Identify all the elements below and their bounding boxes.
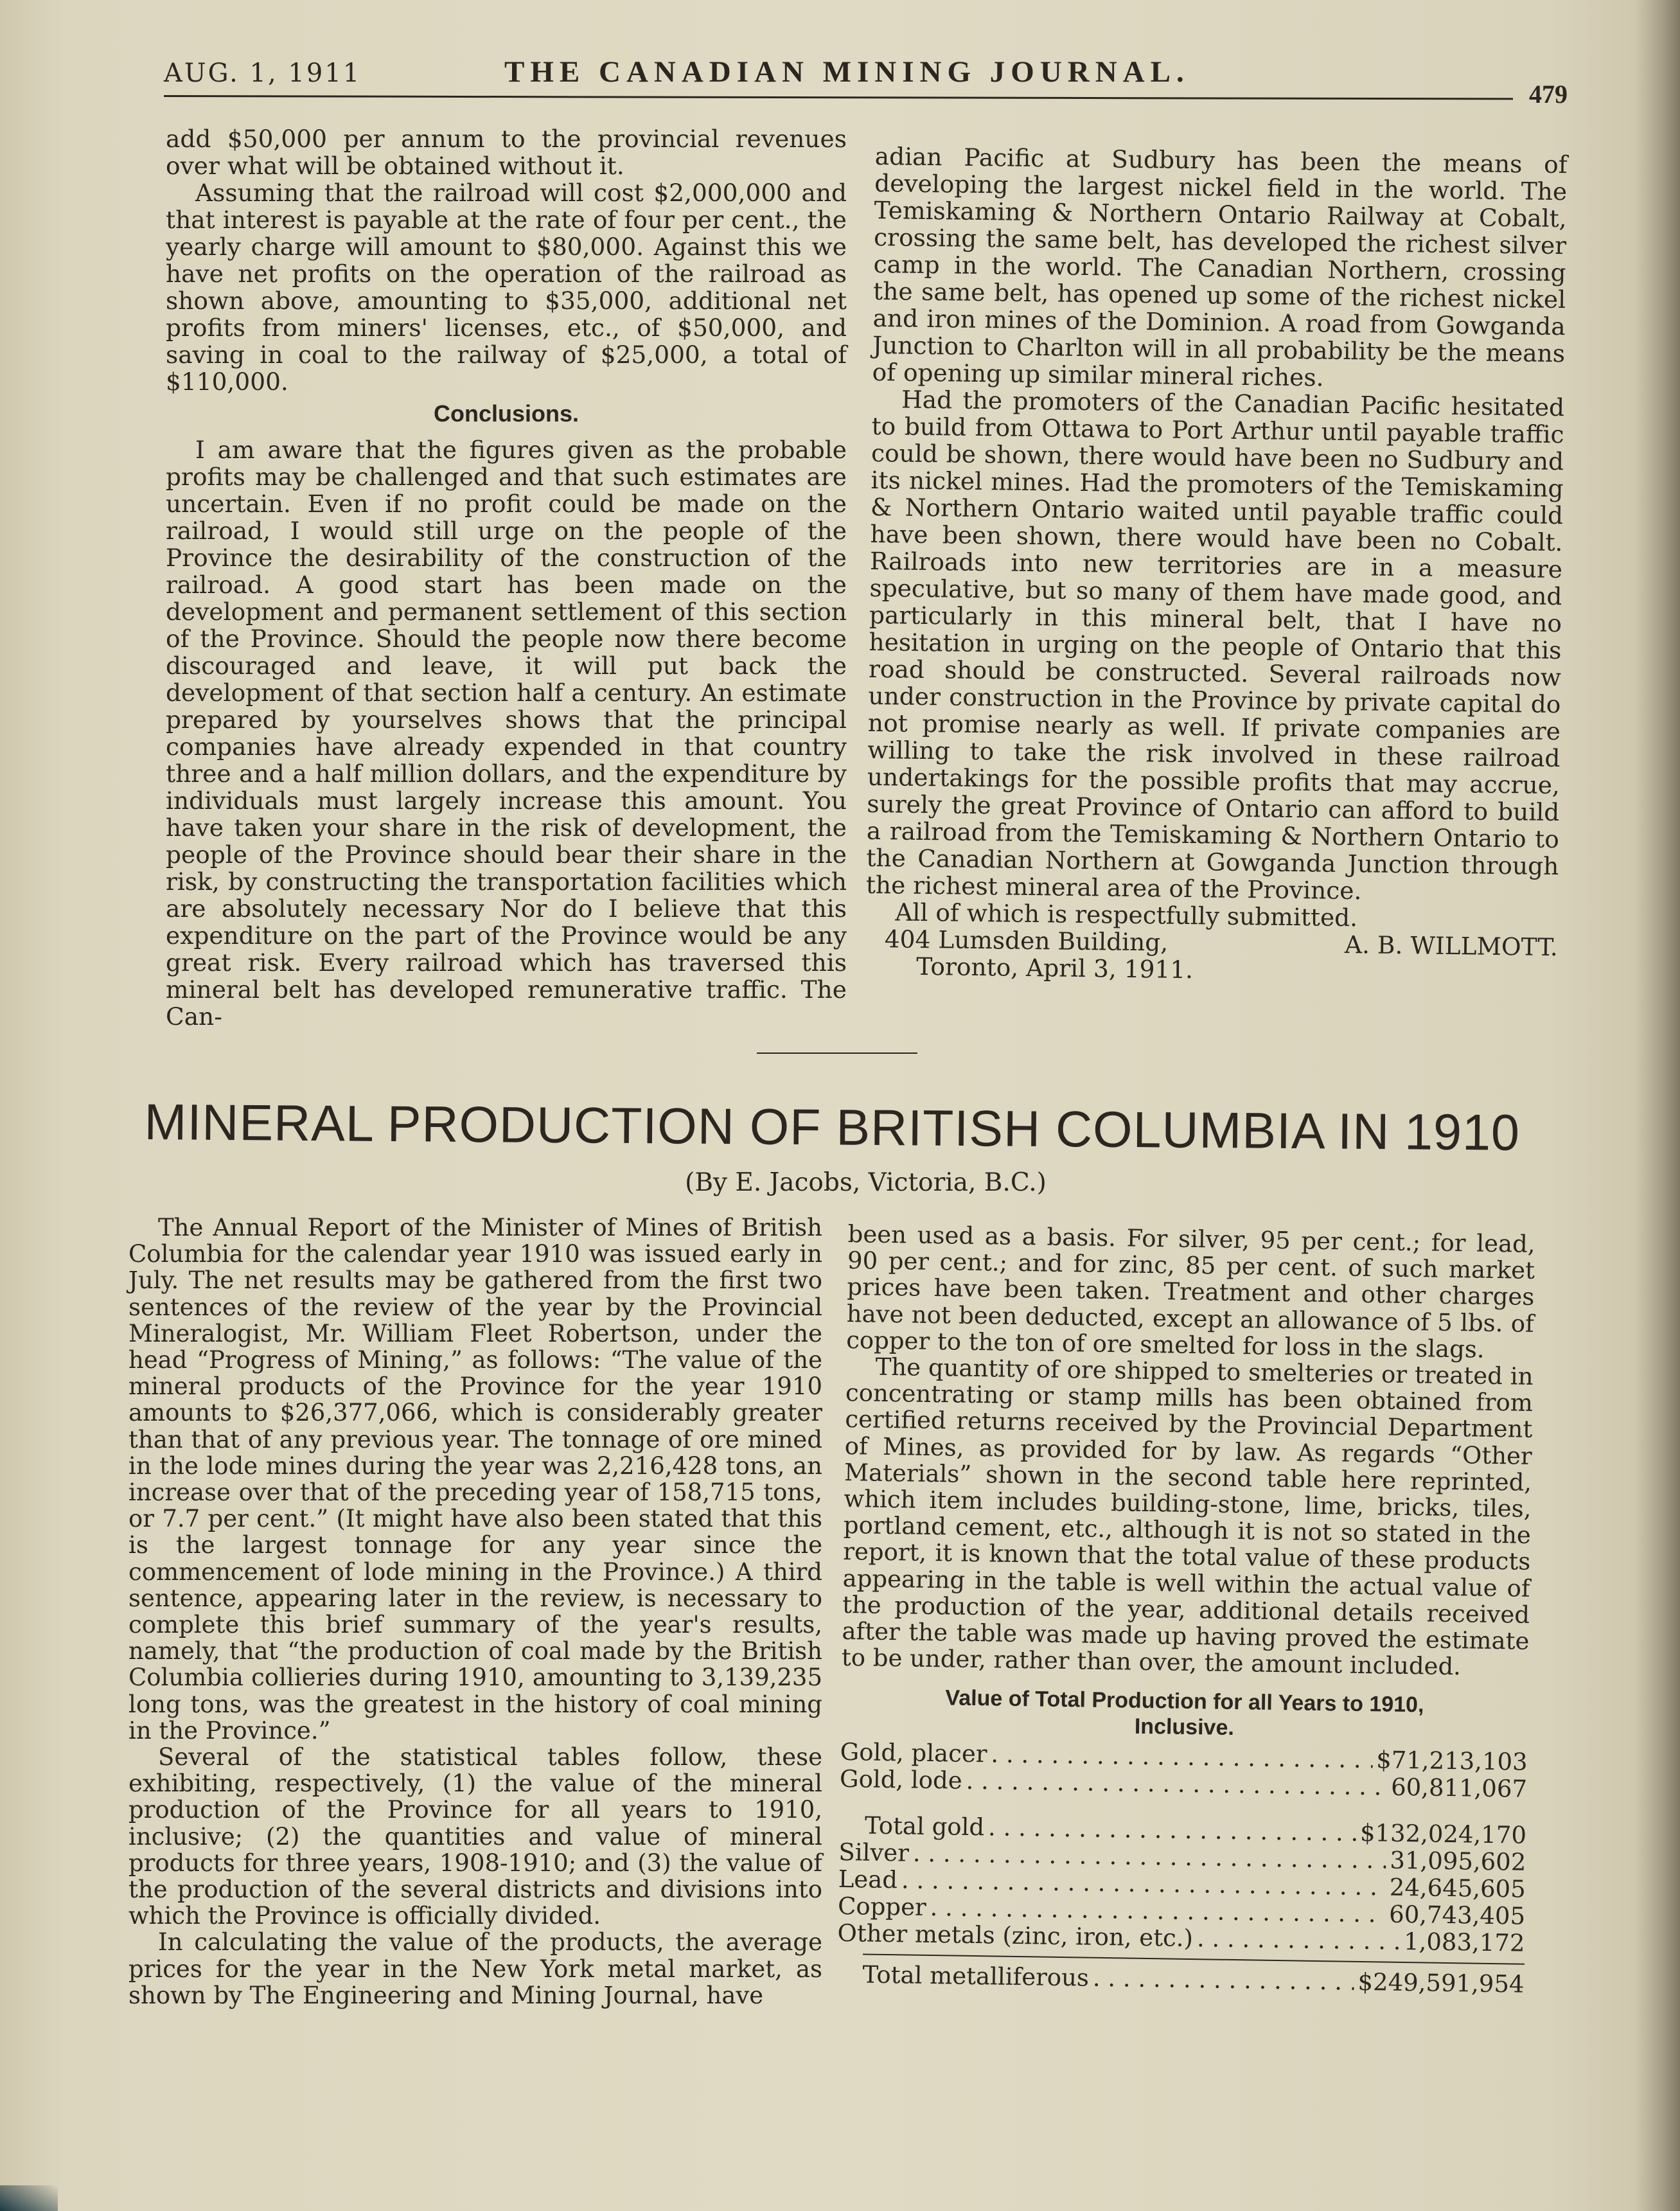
row-label: Total metalliferous — [862, 1960, 1090, 1993]
production-table — [836, 1683, 1528, 1998]
signatory-name: A. B. WILLMOTT. — [1344, 930, 1559, 962]
page-header — [164, 55, 1568, 109]
row-label: Copper — [837, 1892, 927, 1922]
article2-left-column — [128, 1214, 822, 2009]
row-label: Lead — [838, 1865, 898, 1894]
issue-date: AUG. 1, 1911 — [164, 58, 362, 88]
table-row-total-metalliferous — [836, 1961, 1525, 1998]
closing-line: All of which is respectfully submitted. — [895, 898, 1358, 932]
paragraph: I am aware that the figures given as the probable profits may be challenged and that such estimates are uncertain. Even if no profit could be made on the railroad, I would still urge on the people of the Province the desirability of the construction of the railroad. A good start has been made on the development and permanent settlement of this section of the Province. Should the people now there become discouraged and leave, it will put back the development of that section half a century. An estimate prepared by yourselves shows that the principal companies have already expended in that country three and a half million dollars, and the expenditure by individuals must largely increase this amount. You have taken your share in the risk of development, the people of the Province should bear their share in the risk, by constructing the transportation facilities which are absolutely necessary Nor do I believe that this expenditure on the part of the Province would be any great risk. Every railroad which has traversed this mineral belt has developed remunerative traffic. The Can- — [166, 436, 847, 1031]
place-date: Toronto, April 3, 1911. — [916, 952, 1194, 984]
table-heading-line: Inclusive. — [1134, 1714, 1235, 1741]
paragraph: The quantity of ore shipped to smelteries or treated in concentrating or stamp mills has been obtained from certified returns received by the Provincial Department of Mines, as provided for by law. As regards “Other Materials” shown in the second table here reprinted, which item includes building-stone, lime, bricks, tiles, portland cement, etc., although it is not so stated in the report, it is known that the total value of these products appearing in the table is well within the actual value of the production of the year, additional details received after the table was made up having proved the estimate to be under, rather than over, the amount included. — [841, 1353, 1534, 1681]
sender-address: 404 Lumsden Building, — [884, 925, 1169, 957]
article2-title: MINERAL PRODUCTION OF BRITISH COLUMBIA IN 1910 — [144, 1093, 1521, 1161]
journal-title: THE CANADIAN MINING JOURNAL. — [504, 55, 1190, 89]
row-value: 60,811,067 — [1390, 1773, 1528, 1804]
conclusions-heading: Conclusions. — [433, 400, 579, 427]
paragraph: add $50,000 per annum to the provincial revenues over what will be obtained without it. — [166, 125, 847, 180]
paragraph: Several of the statistical tables follow, these exhibiting, respectively, (1) the value of the mineral production of the Province for all years to 1910, inclusive; (2) the quantities and value of mineral products for three years, 1908-1910; and (3) the value of the production of the several districts and divisions into which the Province is officially divided. — [128, 1743, 822, 1930]
article1-left-column — [166, 125, 847, 1030]
row-label: Gold, placer — [840, 1738, 987, 1768]
paragraph: In calculating the value of the products, the average prices for the year in the New York metal market, as shown by The Engineering and Mining Journal, have — [128, 1928, 822, 2009]
paragraph: Had the promoters of the Canadian Pacific hesitated to build from Ottawa to Port Arthur until payable traffic could be shown, there would have been no Sudbury and its nickel mines. Had the promoters of the Temiskaming & Northern Ontario waited until payable traffic could have been shown, there would have been no Cobalt. Railroads into new territories are in a measure speculative, but so many of them have made good, and particularly in this mineral belt, that I have no hesitation in urging on the people of Ontario that this road should be constructed. Several railroads now under construction in the Province by private capital do not promise nearly as well. If private companies are willing to take the risk involved in these railroad undertakings for the possible profits that may accrue, surely the great Province of Ontario can afford to build a railroad from the Temiskaming & Northern Ontario to the Canadian Northern at Gowganda Junction through the richest mineral area of the Province. — [865, 385, 1565, 905]
paragraph: Assuming that the railroad will cost $2,000,000 and that interest is payable at the rate of four per cent., the yearly charge will amount to $80,000. Against this we have net profits on the operation of the railroad as shown above, amounting to $35,000, additional net profits from miners' licenses, etc., of $50,000, and saving in coal to the railway of $25,000, a total of $110,000. — [166, 179, 847, 396]
article2-right-column — [836, 1221, 1535, 1998]
row-value: $249,591,954 — [1357, 1968, 1525, 1999]
page-spine-shadow — [1635, 0, 1680, 2211]
paragraph: The Annual Report of the Minister of Mines of British Columbia for the calendar year 1910 was issued early in July. The net results may be gathered from the first two sentences of the review of the year by the Provincial Mineralogist, Mr. William Fleet Robertson, under the head “Progress of Mining,” as follows: “The value of the mineral products of the Province for the year 1910 amounts to $26,377,066, which is considerably greater than that of any previous year. The tonnage of ore mined in the lode mines during the year was 2,216,428 tons, an increase over that of the preceding year of 158,715 tons, or 7.7 per cent.” (It might have also been stated that this is the largest tonnage for any year since the commencement of lode mining in the Province.) A third sentence, appearing later in the review, is necessary to complete this brief summary of the year's results, namely, that “the production of coal made by the British Columbia collieries during 1910, amounting to 3,139,235 long tons, was the greatest in the history of coal mining in the Province.” — [128, 1214, 822, 1745]
row-label: Gold, lode — [839, 1765, 962, 1795]
row-label: Silver — [838, 1838, 910, 1867]
dot-leader — [1197, 1926, 1401, 1956]
row-label: Total gold — [864, 1811, 985, 1842]
table-heading-line: Value of Total Production for all Years to 1910, — [945, 1685, 1424, 1718]
corner-shadow — [0, 2185, 58, 2211]
page-number: 479 — [1529, 80, 1568, 109]
dot-leader — [1093, 1965, 1354, 1996]
article2-byline: (By E. Jacobs, Victoria, B.C.) — [685, 1168, 1047, 1197]
row-label: Other metals (zinc, iron, etc.) — [837, 1919, 1194, 1953]
row-value: $71,213,103 — [1375, 1746, 1528, 1777]
row-value: $132,024,170 — [1359, 1819, 1527, 1850]
article-separator — [757, 1052, 917, 1054]
row-value: 1,083,172 — [1403, 1928, 1525, 1958]
table-heading — [840, 1683, 1528, 1745]
paragraph: adian Pacific at Sudbury has been the means of developing the largest nickel field in the world. The Temiskaming & Northern Ontario Railway at Cobalt, crossing the same belt, has developed the richest silver camp in the world. The Canadian Northern, crossing the same belt, has opened up some of the richest nickel and iron mines of the Dominion. A road from Gowganda Junction to Charlton will in all probability be the means of opening up similar mineral riches. — [872, 142, 1568, 392]
paragraph: been used as a basis. For silver, 95 per cent.; for lead, 90 per cent.; and for zinc, 85 per cent. of such market prices have been taken. Treatment and other charges have not been deducted, except an allowance of 5 lbs. of copper to the ton of ore smelted for loss in the slags. — [845, 1220, 1535, 1363]
article1-right-column — [865, 143, 1568, 988]
row-value: 24,645,605 — [1389, 1874, 1526, 1904]
row-value: 60,743,405 — [1388, 1901, 1526, 1931]
row-value: 31,095,602 — [1390, 1847, 1526, 1877]
